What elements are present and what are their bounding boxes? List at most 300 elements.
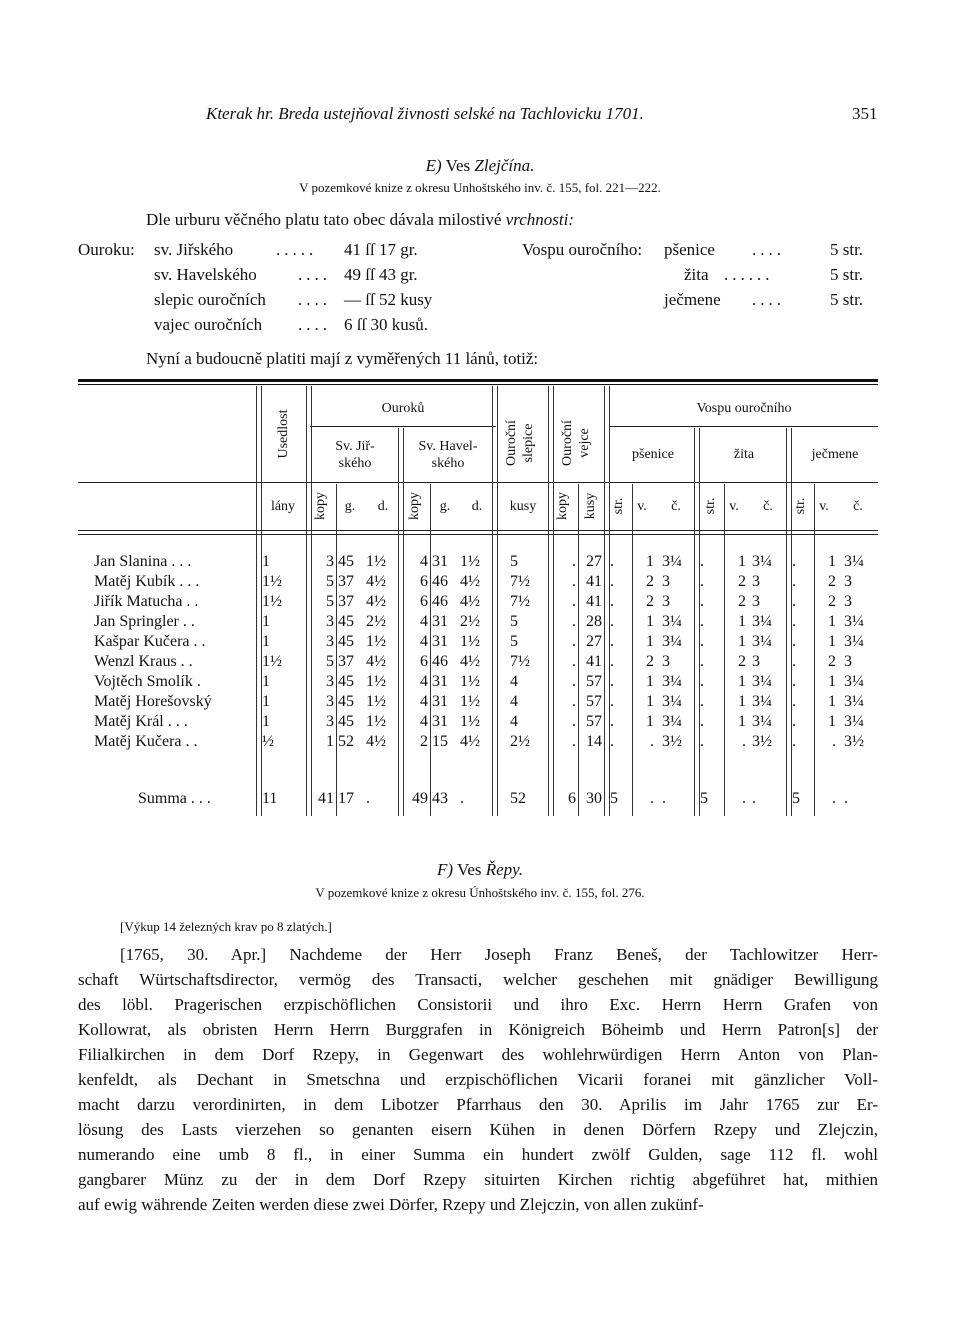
summa-cell: . (460, 790, 464, 807)
table-top-rule-thin (78, 384, 878, 385)
table-cell: 3 (326, 633, 334, 650)
row-name: Vojtěch Smolík . (94, 673, 201, 690)
table-cell: 45 (338, 613, 354, 630)
table-cell: 4 (510, 713, 518, 730)
row-name: Jiřík Matucha . . (94, 593, 199, 610)
table-cell: ½ (262, 733, 274, 750)
table-cell: 1 (262, 613, 270, 630)
table-cell: . (610, 593, 614, 610)
table-cell: 1 (828, 613, 836, 630)
table-cell: 27 (586, 633, 602, 650)
table-cell: 7½ (510, 653, 530, 670)
oroku-label: Ouroku: (78, 240, 135, 259)
unit-v: v. (637, 499, 647, 514)
running-title: Kterak hr. Breda ustejňoval živnosti selské na Tachlovicku 1701. (206, 104, 644, 123)
unit-c: č. (671, 499, 681, 514)
unit-v: v. (819, 499, 829, 514)
summa-cell: 11 (262, 790, 278, 807)
row-name: Kašpar Kučera . . (94, 633, 206, 650)
table-cell: 4½ (460, 573, 480, 590)
table-cell: 37 (338, 573, 354, 590)
column-zv (724, 552, 746, 752)
intro-italic: vrchnosti: (505, 210, 575, 229)
table-cell: . (610, 653, 614, 670)
header-sv-hav-1: Sv. Havel- (418, 439, 478, 454)
summa-cell: . (366, 790, 370, 807)
table-cell: . (610, 673, 614, 690)
section-f-paragraph (78, 942, 878, 1217)
column-g2 (432, 552, 458, 752)
section-f-source: V pozemkové knize z okresu Únhoštského inv. č. 155, fol. 276. (315, 885, 645, 900)
table-cell: 37 (338, 653, 354, 670)
summa-cell: . (844, 790, 848, 807)
table-cell: 45 (338, 673, 354, 690)
table-cell: 3 (326, 673, 334, 690)
column-sl (510, 552, 546, 752)
unit-str: str. (793, 497, 808, 515)
dot-leader: .... (298, 315, 331, 334)
row-name: Matěj Kučera . . (94, 733, 198, 750)
grain-name-2: ječmene (664, 290, 721, 309)
summa-cell: 5 (610, 790, 618, 807)
table-cell: 3 (752, 573, 760, 590)
table-cell: 3¼ (662, 693, 682, 710)
header-slepice-1: Ouroční (504, 420, 519, 466)
unit-d: d. (377, 499, 389, 514)
table-cell: 3¼ (752, 553, 772, 570)
unit-g: g. (439, 499, 451, 514)
section-e-word: Ves (445, 156, 471, 175)
table-cell: 1 (738, 693, 746, 710)
due-name-2: slepic ouročních (154, 290, 266, 309)
table-cell: 46 (432, 653, 448, 670)
summa-cell: 52 (510, 790, 526, 807)
unit-kopy: kopy (313, 492, 328, 520)
unit-kusy: kusy (583, 492, 598, 520)
table-cell: 2½ (460, 613, 480, 630)
table-cell: . (700, 633, 704, 650)
table-cell: 1 (646, 673, 654, 690)
para-line: Filialkirchen in dem Dorf Rzepy, in Gegenwart des wohlehrwürdigen Herrn Anton von Plan- (78, 1045, 878, 1064)
table-cell: 5 (510, 633, 518, 650)
table-cell: 2½ (366, 613, 386, 630)
table-cell: . (650, 733, 654, 750)
table-cell: 3¼ (752, 673, 772, 690)
table-cell: 3¼ (662, 613, 682, 630)
dot-leader: ...... (724, 265, 774, 284)
table-cell: 1 (646, 713, 654, 730)
summa-cell: . (832, 790, 836, 807)
dot-leader: .... (752, 240, 785, 259)
table-cell: 4½ (460, 653, 480, 670)
table-cell: 52 (338, 733, 354, 750)
table-cell: . (700, 693, 704, 710)
section-e-title (0, 156, 960, 176)
grain-value-0: 5 str. (830, 240, 864, 259)
para-line: kenfeldt, als Dechant in Smetschna und erzpischöflichen Vicarii foranei mit gänzlicher Voll- (78, 1070, 878, 1089)
table-cell: 7½ (510, 593, 530, 610)
table-cell: 1½ (366, 553, 386, 570)
column-jv (816, 552, 836, 752)
intro-text: Dle urburu věčného platu tato obec dávala milostivé (146, 210, 502, 229)
names-column (94, 552, 212, 752)
vospu-header-rule (610, 426, 878, 427)
table-cell: 1½ (262, 593, 282, 610)
table-cell: . (572, 693, 576, 710)
table-cell: 4½ (460, 593, 480, 610)
due-name-1: sv. Havelského (154, 265, 257, 284)
dot-leader: .... (752, 290, 785, 309)
table-cell: . (700, 713, 704, 730)
table-cell: 4½ (460, 733, 480, 750)
table-cell: 1½ (366, 713, 386, 730)
table-cell: . (792, 633, 796, 650)
para-line: auf ewig währende Zeiten werden diese zwei Dörfer, Rzepy und Zlejczin, von allen zukünf- (78, 1195, 704, 1214)
table-cell: . (700, 673, 704, 690)
section-f-prefix: F) (436, 860, 453, 879)
header-sv-jir (310, 438, 400, 472)
table-cell: 3¼ (752, 633, 772, 650)
header-jecmene: ječmene (811, 447, 859, 462)
table-cell: 41 (586, 653, 602, 670)
table-cell: 3¼ (844, 553, 864, 570)
header-sv-hav-2: ského (431, 456, 465, 471)
summa-cell: 49 (412, 790, 428, 807)
summa-cell: . (752, 790, 756, 807)
table-cell: 4½ (366, 573, 386, 590)
table-cell: 2 (828, 593, 836, 610)
table-cell: 4 (420, 553, 428, 570)
table-cell: 4 (420, 713, 428, 730)
table-cell: . (700, 553, 704, 570)
table-cell: 3¼ (662, 713, 682, 730)
table-cell: 1 (828, 713, 836, 730)
table-cell: 3¼ (662, 553, 682, 570)
table-cell: 45 (338, 713, 354, 730)
table-cell: 31 (432, 633, 448, 650)
column-vk (552, 552, 576, 752)
column-jc (844, 552, 878, 752)
col-divider-thin (632, 484, 633, 816)
table-cell: 5 (326, 593, 334, 610)
table-cell: . (572, 633, 576, 650)
table-cell: . (792, 593, 796, 610)
table-cell: . (572, 613, 576, 630)
table-cell: 41 (586, 573, 602, 590)
section-e-source: V pozemkové knize z okresu Unhoštského inv. č. 155, fol. 221—222. (299, 180, 661, 195)
grain-value-2: 5 str. (830, 290, 864, 309)
table-cell: 4½ (366, 653, 386, 670)
table-cell: 4½ (366, 733, 386, 750)
unit-kopy: kopy (407, 492, 422, 520)
column-lany (262, 552, 302, 752)
para-line: lösung des Lasts vierzehen so genanten eisern Kühen in denen Dörfern Rzepy und Zlejczin, (78, 1120, 878, 1139)
table-cell: 3¼ (844, 613, 864, 630)
table-cell: . (792, 733, 796, 750)
summa-cell: . (662, 790, 666, 807)
header-ouroku: Ouroků (381, 401, 425, 416)
table-cell: . (792, 713, 796, 730)
table-cell: 3½ (844, 733, 864, 750)
table-cell: 4 (510, 673, 518, 690)
column-k2 (404, 552, 428, 752)
table-cell: 4½ (366, 593, 386, 610)
table-cell: 3 (662, 593, 670, 610)
table-cell: 1 (738, 673, 746, 690)
table-cell: 57 (586, 693, 602, 710)
table-cell: . (742, 733, 746, 750)
due-value-0: 41 ſſ 17 gr. (344, 240, 418, 259)
table-cell: 1½ (366, 633, 386, 650)
table-cell: 3 (844, 593, 852, 610)
summa-label: Summa . . . (138, 790, 211, 807)
table-cell: 1 (646, 633, 654, 650)
column-ps (610, 552, 630, 752)
summa-cell: 5 (792, 790, 800, 807)
due-name-3: vajec ouročních (154, 315, 263, 334)
due-name-0: sv. Jiřského (154, 240, 234, 259)
table-cell: . (572, 733, 576, 750)
table-cell: 1 (828, 673, 836, 690)
table-cell: 37 (338, 593, 354, 610)
column-g1 (338, 552, 362, 752)
table-cell: 28 (586, 613, 602, 630)
table-cell: 3¼ (752, 613, 772, 630)
table-cell: 3¼ (752, 713, 772, 730)
header-vospu: Vospu ouročního (696, 401, 792, 416)
table-cell: 31 (432, 713, 448, 730)
unit-str: str. (703, 497, 718, 515)
table-cell: 2 (420, 733, 428, 750)
grain-name-1: žita (684, 265, 709, 284)
row-name: Wenzl Kraus . . (94, 653, 193, 670)
unit-v: v. (729, 499, 739, 514)
table-cell: 1 (646, 613, 654, 630)
table-cell: 1½ (262, 653, 282, 670)
row-name: Matěj Král . . . (94, 713, 188, 730)
table-cell: . (610, 713, 614, 730)
table-cell: 4 (420, 633, 428, 650)
table-cell: . (700, 573, 704, 590)
header-sv-jir-2: ského (338, 456, 372, 471)
table-cell: . (572, 653, 576, 670)
table-cell: 3 (752, 653, 760, 670)
table-cell: 6 (420, 593, 428, 610)
col-divider-thin (578, 484, 579, 816)
table-cell: 45 (338, 633, 354, 650)
table-cell: 3¼ (844, 713, 864, 730)
table-cell: 3 (662, 653, 670, 670)
table-cell: 1½ (366, 673, 386, 690)
unit-g: g. (344, 499, 356, 514)
due-value-2: — ſſ 52 kusy (344, 290, 433, 309)
page-number: 351 (852, 104, 878, 123)
table-cell: 46 (432, 593, 448, 610)
section-e-prefix: E) (425, 156, 442, 175)
dot-leader: .... (298, 265, 331, 284)
table-cell: 2 (646, 573, 654, 590)
table-cell: 46 (432, 573, 448, 590)
summa-cell: 41 (318, 790, 334, 807)
row-name: Jan Springler . . (94, 613, 195, 630)
row-name: Matěj Kubík . . . (94, 573, 200, 590)
summa-cell: 17 (338, 790, 354, 807)
table-cell: 3 (326, 713, 334, 730)
table-cell: 31 (432, 693, 448, 710)
table-cell: . (792, 573, 796, 590)
header-zita: žita (733, 447, 755, 462)
header-sv-jir-1: Sv. Jiř- (335, 439, 375, 454)
table-cell: . (792, 653, 796, 670)
table-cell: 3 (844, 573, 852, 590)
summa-cell: . (742, 790, 746, 807)
col-divider-thin (336, 484, 337, 816)
table-cell: 1 (646, 693, 654, 710)
vospu-label: Vospu ouročního: (522, 240, 643, 259)
table-top-rule (78, 379, 878, 382)
unit-str: str. (611, 497, 626, 515)
table-cell: 14 (586, 733, 602, 750)
summa-cell: 43 (432, 790, 448, 807)
table-cell: . (610, 553, 614, 570)
table-cell: 2 (646, 653, 654, 670)
table-cell: . (792, 693, 796, 710)
header-vejce-1: Ouroční (560, 420, 575, 466)
table-cell: 3¼ (844, 673, 864, 690)
table-cell: 1½ (460, 713, 480, 730)
table-cell: 41 (586, 593, 602, 610)
para-line: macht darzu verordinirten, in dem Libotzer Pfarrhaus den 30. Aprilis im Jahr 1765 zur Er- (78, 1095, 878, 1114)
table-cell: 45 (338, 693, 354, 710)
table-cell: 1½ (460, 693, 480, 710)
table-cell: 6 (420, 653, 428, 670)
nyni-text: Nyní a budoucně platiti mají z vyměřených 11 lánů, totiž: (146, 349, 539, 368)
section-e-intro (146, 210, 574, 230)
section-f-note: [Výkup 14 železných krav po 8 zlatých.] (120, 919, 332, 934)
table-cell: 45 (338, 553, 354, 570)
dot-leader: .... (298, 290, 331, 309)
table-cell: . (610, 613, 614, 630)
table-cell: 1 (738, 553, 746, 570)
header-rule (78, 482, 878, 483)
table-cell: 5 (510, 613, 518, 630)
unit-d: d. (471, 499, 483, 514)
header-sv-hav (402, 438, 494, 472)
table-cell: 1 (828, 633, 836, 650)
units-rule (78, 530, 878, 531)
table-cell: 1 (262, 713, 270, 730)
header-psenice: pšenice (632, 447, 674, 462)
table-cell: 31 (432, 673, 448, 690)
table-cell: 7½ (510, 573, 530, 590)
header-usedlost: Usedlost (276, 409, 291, 459)
table-cell: . (792, 673, 796, 690)
table-cell: 4 (420, 613, 428, 630)
column-js (792, 552, 812, 752)
section-f-title (0, 860, 960, 880)
table-cell: 1 (738, 713, 746, 730)
due-value-3: 6 ſſ 30 kusů. (344, 315, 429, 334)
table-cell: . (832, 733, 836, 750)
table-cell: 1 (828, 693, 836, 710)
column-k1 (310, 552, 334, 752)
table-cell: . (572, 593, 576, 610)
table-cell: 2 (738, 573, 746, 590)
section-e-name: Zlejčína. (474, 156, 535, 175)
ouroku-header-rule (310, 426, 496, 427)
para-line: des löbl. Pragerischen erzpischöflichen Consistorii und ihro Exc. Herrn Herrn Grafen von (78, 995, 878, 1014)
table-cell: 3¼ (662, 633, 682, 650)
table-cell: 1 (262, 693, 270, 710)
col-divider-thin (814, 484, 815, 816)
table-cell: 5 (510, 553, 518, 570)
table-cell: 1½ (262, 573, 282, 590)
column-d2 (460, 552, 490, 752)
table-cell: 5 (326, 573, 334, 590)
table-cell: 1 (646, 553, 654, 570)
grain-name-0: pšenice (664, 240, 715, 259)
table-cell: . (572, 573, 576, 590)
table-cell: 31 (432, 553, 448, 570)
header-vejce (559, 403, 593, 483)
table-cell: 27 (586, 553, 602, 570)
para-line: gangbarer Münz zu der in dem Dorf Rzepy situirten Kirchen richtig abgeführet hat, mithien (78, 1170, 878, 1189)
header-slepice-2: slepice (521, 423, 536, 463)
table-cell: . (700, 613, 704, 630)
table-cell: 2½ (510, 733, 530, 750)
unit-lany: lány (270, 499, 296, 514)
table-cell: 3¼ (844, 693, 864, 710)
table-cell: 3½ (752, 733, 772, 750)
table-cell: 2 (738, 593, 746, 610)
para-line: schaft Würtschaftsdirector, vermög des Transacti, welcher geschehen mit gnädiger Bewilligung (78, 970, 878, 989)
table-cell: 1 (262, 553, 270, 570)
row-name: Jan Slanina . . . (94, 553, 192, 570)
grain-value-1: 5 str. (830, 265, 864, 284)
due-value-1: 49 ſſ 43 gr. (344, 265, 418, 284)
table-cell: . (700, 653, 704, 670)
table-cell: 3¼ (662, 673, 682, 690)
table-cell: 1 (738, 613, 746, 630)
table-cell: . (610, 693, 614, 710)
para-line: numerando eine umb 8 fl., in einer Summa ein hundert zwölf Gulden, sage 112 fl. wohl (78, 1145, 878, 1164)
summa-cell: 6 (568, 790, 576, 807)
table-cell: 4 (420, 673, 428, 690)
table-cell: 1 (262, 633, 270, 650)
row-name: Matěj Horešovský (94, 693, 212, 710)
table-cell: 1 (262, 673, 270, 690)
summa-cell: 5 (700, 790, 708, 807)
summa-cell: . (650, 790, 654, 807)
section-f-name: Řepy. (485, 860, 524, 879)
table-cell: 31 (432, 613, 448, 630)
table-cell: 4 (420, 693, 428, 710)
column-pv (634, 552, 654, 752)
table-cell: 15 (432, 733, 448, 750)
unit-kusy: kusy (509, 499, 537, 514)
table-cell: 3 (326, 553, 334, 570)
table-cell: . (610, 733, 614, 750)
section-f-word: Ves (456, 860, 482, 879)
table-cell: . (572, 553, 576, 570)
dot-leader: ..... (276, 240, 318, 259)
table-cell: 1 (828, 553, 836, 570)
table-cell: . (700, 593, 704, 610)
table-cell: . (610, 573, 614, 590)
para-line: [1765, 30. Apr.] Nachdeme der Herr Joseph Franz Beneš, der Tachlowitzer Herr- (120, 945, 878, 964)
table-cell: 1½ (460, 553, 480, 570)
para-line: Kollowrat, als obristen Herrn Herrn Burggrafen in Königreich Böheimb und Herrn Patron[s] der (78, 1020, 878, 1039)
